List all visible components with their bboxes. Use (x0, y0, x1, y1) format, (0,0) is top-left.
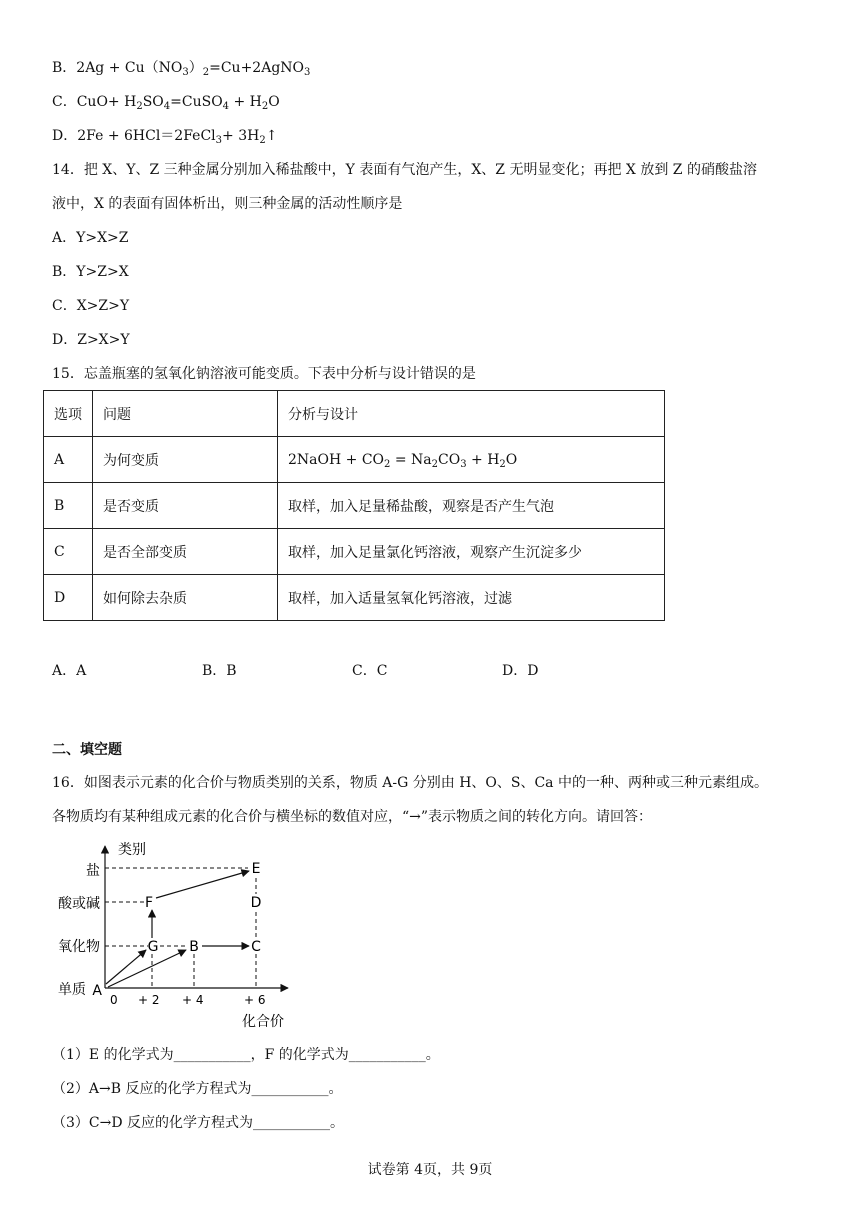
x-tick-6: + 6 (244, 993, 266, 1007)
table-cell-option: B (44, 483, 93, 529)
q15-stem: 15．忘盖瓶塞的氢氧化钠溶液可能变质。下表中分析与设计错误的是 (52, 366, 476, 382)
y-label-acid-base: 酸或碱 (58, 896, 100, 912)
table-header-row (44, 391, 665, 437)
point-f: F (144, 895, 154, 911)
q16-stem-line2: 各物质均有某种组成元素的化合价与横坐标的数值对应，“→”表示物质之间的转化方向。请回答： (52, 809, 653, 825)
table-cell-option: A (44, 437, 93, 483)
q14-stem-line2: 液中，X 的表面有固体析出，则三种金属的活动性顺序是 (52, 196, 403, 212)
q15-choice-c: C．C (352, 663, 388, 679)
dashed-guides (105, 868, 256, 988)
q13-option-b: B．$2Ag + Cu(NO_3)_2=Cu+2AgNO_3$ (52, 60, 311, 78)
point-e: E (251, 861, 261, 877)
table-cell-analysis: 取样，加入足量稀盐酸，观察是否产生气泡 (278, 483, 665, 529)
q14-option-d: D．Z>X>Y (52, 332, 130, 348)
q14-option-c: C．X>Z>Y (52, 298, 130, 314)
q14-option-b: B．Y>Z>X (52, 264, 129, 280)
table-cell-option: C (44, 529, 93, 575)
table-cell-analysis: 2NaOH + $CO_2 = Na_2CO_3 + H_2O$ (278, 437, 665, 483)
q16-stem-line1: 16．如图表示元素的化合价与物质类别的关系，物质 A-G 分别由 H、O、S、Ca 中的一种、两种或三种元素组成。 (52, 775, 768, 791)
table-cell-analysis: 取样，加入足量氯化钙溶液，观察产生沉淀多少 (278, 529, 665, 575)
transformation-arrows (106, 871, 249, 987)
point-c: C (251, 939, 261, 955)
table-row (44, 483, 665, 529)
x-axis-title: 化合价 (242, 1014, 284, 1030)
table-header-cell: 选项 (44, 391, 93, 437)
table-cell-question: 是否变质 (93, 483, 278, 529)
table-header-cell: 分析与设计 (278, 391, 665, 437)
section-title: 二、填空题 (52, 742, 122, 758)
point-g: G (147, 939, 159, 955)
q14-stem-line1: 14．把 X、Y、Z 三种金属分别加入稀盐酸中，Y 表面有气泡产生，X、Z 无明显变化；再把 X 放到 Z 的硝酸盐溶 (52, 162, 757, 178)
y-label-salt: 盐 (86, 863, 100, 879)
table-cell-option: D (44, 575, 93, 621)
q16-sub1: （1）E 的化学式为___________，F 的化学式为___________。 (52, 1047, 440, 1063)
table-cell-question: 是否全部变质 (93, 529, 278, 575)
table-row (44, 575, 665, 621)
table-cell-question: 为何变质 (93, 437, 278, 483)
q15-choices (52, 660, 652, 682)
point-a: A (92, 983, 102, 999)
q13-option-d: D．2Fe + 6HCl＝2FeCl$_3$+ $3H_2↑$ (52, 128, 278, 146)
table-row (44, 437, 665, 483)
table-cell-analysis: 取样，加入适量氢氧化钙溶液，过滤 (278, 575, 665, 621)
y-label-element: 单质 (58, 982, 86, 998)
x-tick-2: + 2 (138, 993, 160, 1007)
y-label-oxide: 氧化物 (58, 939, 100, 955)
q15-table (43, 390, 665, 621)
x-tick-0: 0 (110, 993, 118, 1007)
q15-choice-b: B．B (202, 663, 237, 679)
valence-category-diagram (56, 838, 296, 1034)
q14-option-a: A．Y>X>Z (52, 230, 129, 246)
point-d: D (250, 895, 262, 911)
table-row (44, 529, 665, 575)
point-b: B (189, 939, 199, 955)
page-footer: 试卷第 4页，共 9页 (367, 1162, 493, 1178)
table-header-cell: 问题 (93, 391, 278, 437)
q16-sub3: （3）C→D 反应的化学方程式为___________。 (52, 1115, 345, 1131)
q16-sub2: （2）A→B 反应的化学方程式为___________。 (52, 1081, 343, 1097)
q15-choice-a: A．A (52, 663, 87, 679)
x-tick-4: + 4 (182, 993, 204, 1007)
q15-choice-d: D．D (502, 663, 539, 679)
y-axis-title: 类别 (118, 842, 146, 858)
q13-option-c: C．$CuO+ H_2SO_4=CuSO_4 + H_2O$ (52, 94, 280, 112)
table-cell-question: 如何除去杂质 (93, 575, 278, 621)
